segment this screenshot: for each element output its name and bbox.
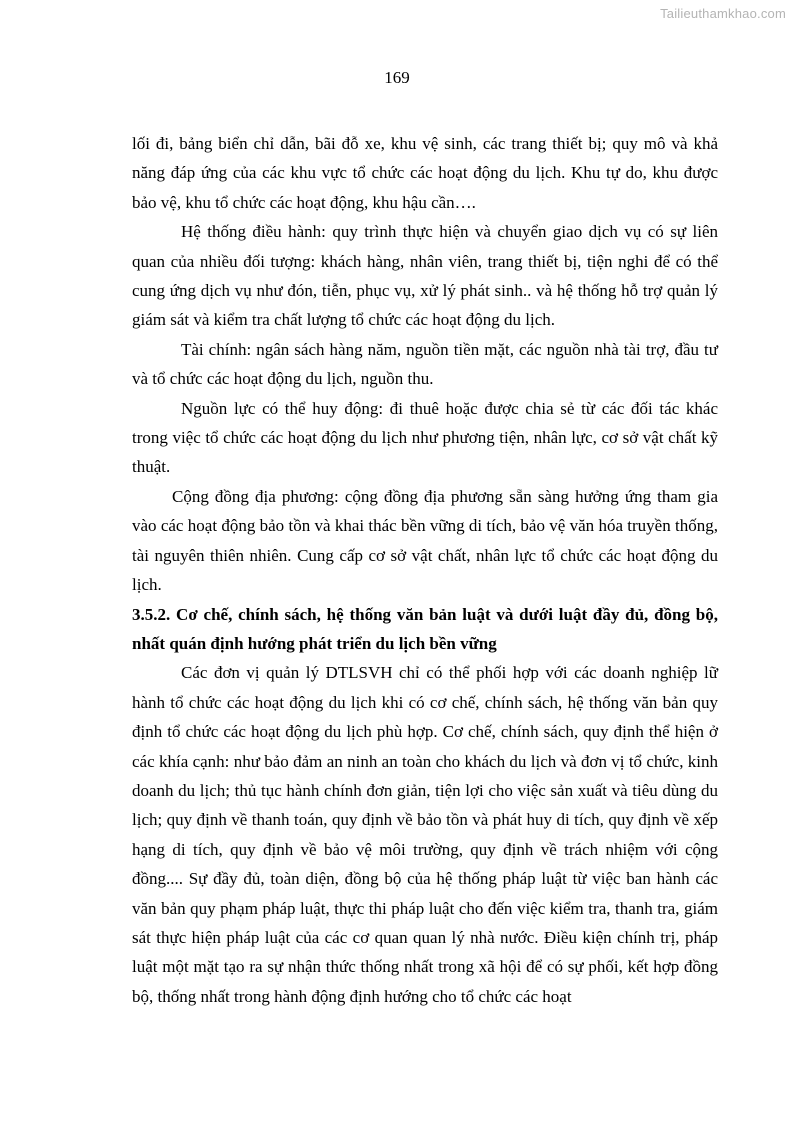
section-heading: 3.5.2. Cơ chế, chính sách, hệ thống văn bản luật và dưới luật đầy đủ, đồng bộ, nhất quán định hướng phát triển du lịch bền vững: [132, 604, 718, 653]
page-number: 169: [384, 68, 410, 87]
watermark: Tailieuthamkhao.com: [660, 6, 786, 21]
section-body: Các đơn vị quản lý DTLSVH chỉ có thể phối hợp với các doanh nghiệp lữ hành tổ chức các hoạt động du lịch khi có cơ chế, chính sách, hệ thống văn bản quy định tổ chức các hoạt động du lịch phù hợp. Cơ chế, chính sách, quy định thể hiện ở các khía cạnh: như bảo đảm an ninh an toàn cho khách du lịch và đơn vị tổ chức, kinh doanh du lịch; thủ tục hành chính đơn giản, tiện lợi cho việc sản xuất và tiêu dùng du lịch; quy định về thanh toán, quy định về bảo tồn và phát huy di tích, quy định về xếp hạng di tích, quy định về bảo vệ môi trường, quy định về trách nhiệm với cộng đồng.... Sự đầy đủ, toàn diện, đồng bộ của hệ thống pháp luật từ việc ban hành các văn bản quy phạm pháp luật, thực thi pháp luật cho đến việc kiểm tra, thanh tra, giám sát thực hiện pháp luật của các cơ quan quan lý nhà nước. Điều kiện chính trị, pháp luật một mặt tạo ra sự nhận thức thống nhất trong xã hội để có sự phối, kết hợp đồng bộ, thống nhất trong hành động định hướng cho tổ chức các hoạt: [132, 663, 718, 1006]
paragraph-community: Cộng đồng địa phương: cộng đồng địa phương sẵn sàng hưởng ứng tham gia vào các hoạt động bảo tồn và khai thác bền vững di tích, bảo vệ văn hóa truyền thống, tài nguyên thiên nhiên. Cung cấp cơ sở vật chất, nhân lực tổ chức các hoạt động du lịch.: [132, 486, 718, 595]
paragraph-operating-system: Hệ thống điều hành: quy trình thực hiện và chuyển giao dịch vụ có sự liên quan của nhiều đối tượng: khách hàng, nhân viên, trang thiết bị, tiện nghi để có thể cung ứng dịch vụ như đón, tiễn, phục vụ, xử lý phát sinh.. và hệ thống hỗ trợ quản lý giám sát và kiểm tra chất lượng tổ chức các hoạt động du lịch.: [132, 222, 718, 330]
paragraph-resources: Nguồn lực có thể huy động: đi thuê hoặc được chia sẻ từ các đối tác khác trong việc tổ chức các hoạt động du lịch như phương tiện, nhân lực, cơ sở vật chất kỹ thuật.: [132, 398, 718, 477]
document-body: [132, 129, 718, 1011]
paragraph-finance: Tài chính: ngân sách hàng năm, nguồn tiền mặt, các nguồn nhà tài trợ, đầu tư và tổ chức các hoạt động du lịch, nguồn thu.: [132, 339, 718, 389]
paragraph-continued: lối đi, bảng biển chỉ dẫn, bãi đỗ xe, khu vệ sinh, các trang thiết bị; quy mô và khả năng đáp ứng của các khu vực tổ chức các hoạt động du lịch. Khu tự do, khu được bảo vệ, khu tổ chức các hoạt động, khu hậu cần….: [132, 134, 718, 212]
